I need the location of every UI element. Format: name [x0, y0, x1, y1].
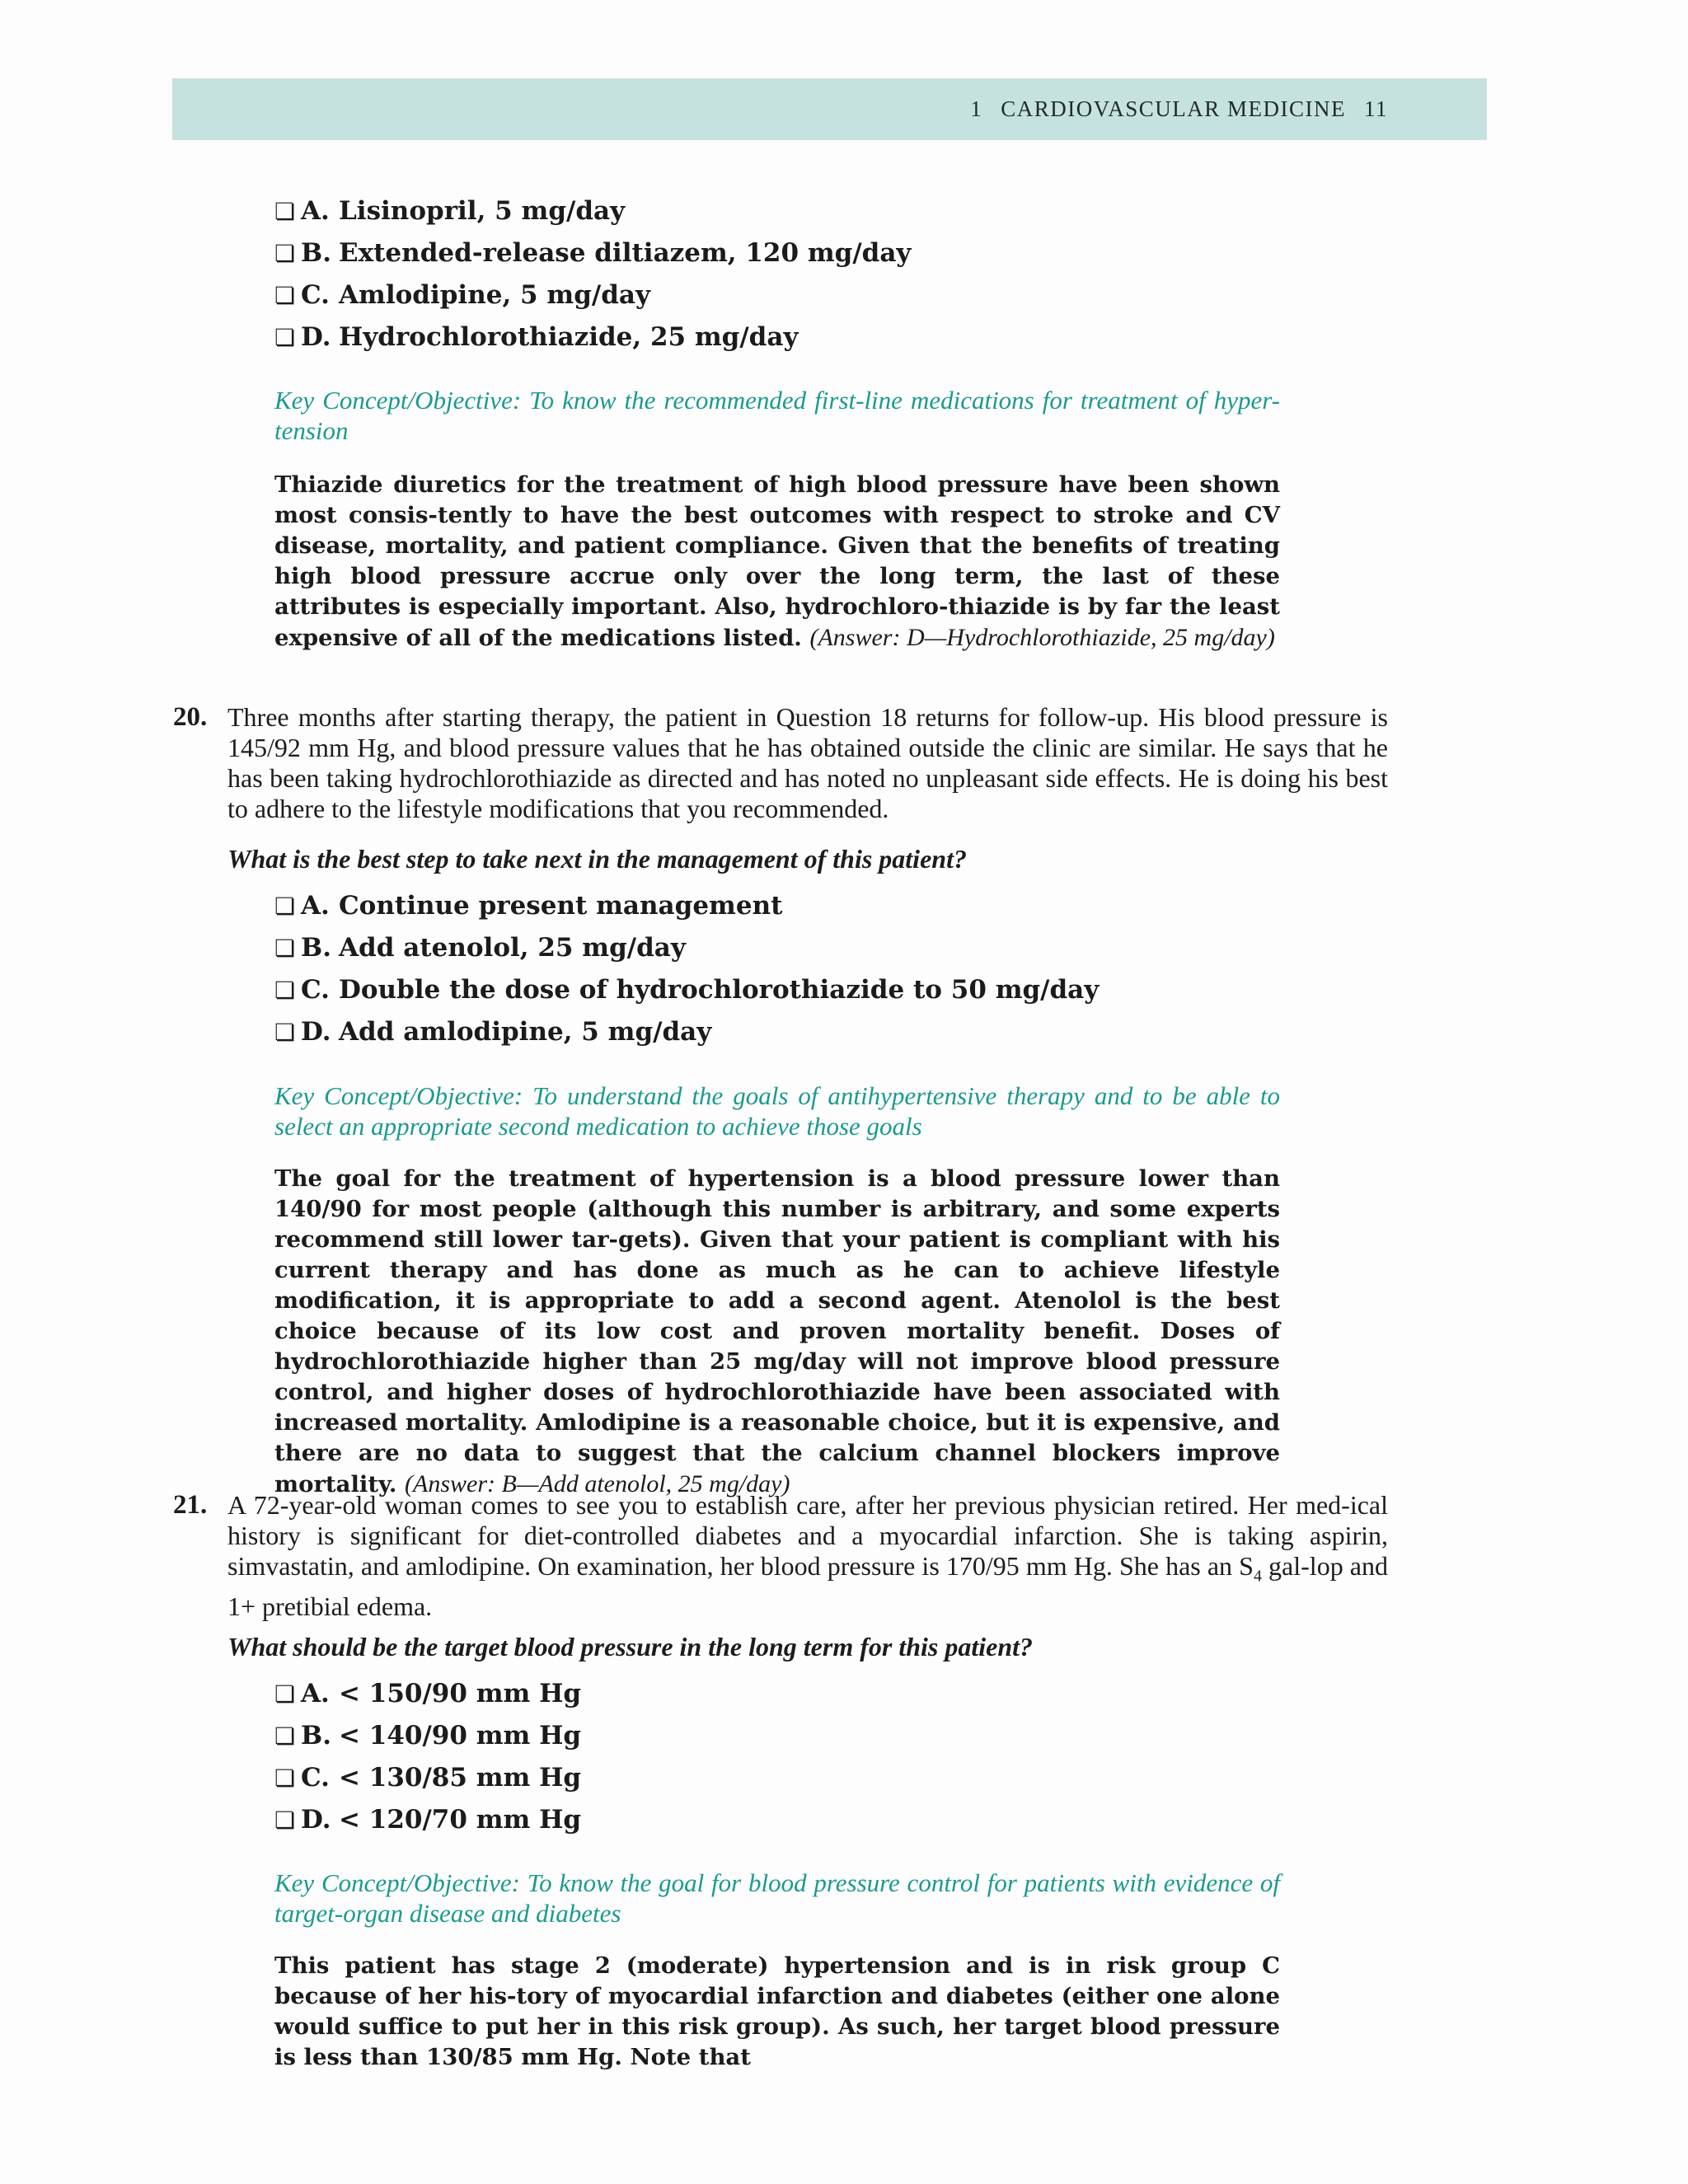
q19-option-c[interactable]: ❏ C. Amlodipine, 5 mg/day — [274, 274, 911, 316]
q21-prompt: What should be the target blood pressure in the long term for this patient? — [227, 1632, 1034, 1661]
q19-key-concept: Key Concept/Objective: To know the recommended first-line medications for treatment of hyper-tension — [274, 386, 1280, 445]
checkbox-icon[interactable]: ❏ — [274, 1722, 296, 1750]
q21-stem: A 72-year-old woman comes to see you to establish care, after her previous physician retired. Her med-ical history is significant for diet-controlled diabetes and a myocardial infarction. She is taking aspirin, simvastatin, and amlodipine. On examination, her blood pressure is 170/95 mm Hg. She has an $S_4$ gal-lop and 1+ pretibial edema. — [227, 1490, 1389, 1622]
header-text — [970, 96, 1388, 122]
page-number: 11 — [1364, 96, 1388, 121]
q19-answer: (Answer: D—Hydrochlorothiazide, 25 mg/day) — [809, 624, 1275, 651]
q19-option-b[interactable]: ❏ B. Extended-release diltiazem, 120 mg/day — [274, 232, 911, 274]
q20-option-a[interactable]: ❏ A. Continue present management — [274, 885, 1099, 927]
q20-stem: Three months after starting therapy, the patient in Question 18 returns for follow-up. His blood pressure is 145/92 mm Hg, and blood pressure values that he has obtained outside the clinic are similar. He says that he has been taking hydrochlorothiazide as directed and has noted no unpleasant side effects. He is doing his best to adhere to the lifestyle modifications that you recommended. — [227, 702, 1388, 823]
chapter-title: CARDIOVASCULAR MEDICINE — [1001, 96, 1346, 121]
q21-key-concept: Key Concept/Objective: To know the goal for blood pressure control for patients with evidence of target-organ disease and diabetes — [274, 1868, 1280, 1928]
running-header — [172, 78, 1487, 140]
checkbox-icon[interactable]: ❏ — [274, 893, 296, 920]
checkbox-icon[interactable]: ❏ — [274, 1680, 296, 1708]
q21-options — [274, 1673, 581, 1841]
q20-option-b[interactable]: ❏ B. Add atenolol, 25 mg/day — [274, 927, 1099, 969]
checkbox-icon[interactable]: ❏ — [274, 1019, 296, 1046]
q21-option-c[interactable]: ❏ C. < 130/85 mm Hg — [274, 1757, 581, 1799]
q20-key-concept: Key Concept/Objective: To understand the goals of antihypertensive therapy and to be able to select an appropriate second medication to achieve those goals — [274, 1081, 1280, 1141]
checkbox-icon[interactable]: ❏ — [274, 935, 296, 962]
q21-option-a[interactable]: ❏ A. < 150/90 mm Hg — [274, 1673, 581, 1715]
q20-options — [274, 885, 1099, 1053]
q19-option-d[interactable]: ❏ D. Hydrochlorothiazide, 25 mg/day — [274, 316, 911, 359]
checkbox-icon[interactable]: ❏ — [274, 977, 296, 1004]
checkbox-icon[interactable]: ❏ — [274, 240, 296, 267]
checkbox-icon[interactable]: ❏ — [274, 198, 296, 225]
subscript: 4 — [1253, 1567, 1262, 1586]
q21-option-d[interactable]: ❏ D. < 120/70 mm Hg — [274, 1799, 581, 1841]
q19-explanation: Thiazide diuretics for the treatment of high blood pressure have been shown most consis-tently to have the best outcomes with respect to stroke and CV disease, mortality, and patient compliance. Given that the benefits of treating high blood pressure accrue only over the long term, the last of these attributes is especially important. Also, hydrochloro-thiazide is by far the least expensive of all of the medications listed. (Answer: D—Hydrochlorothiazide, 25 mg/day) — [274, 471, 1280, 651]
q19-option-a[interactable]: ❏ A. Lisinopril, 5 mg/day — [274, 190, 911, 232]
q21-option-b[interactable]: ❏ B. < 140/90 mm Hg — [274, 1715, 581, 1757]
q20-option-d[interactable]: ❏ D. Add amlodipine, 5 mg/day — [274, 1011, 1099, 1053]
q20-prompt: What is the best step to take next in the management of this patient? — [227, 844, 967, 874]
q19-options — [274, 190, 911, 359]
q20-explanation: The goal for the treatment of hypertension is a blood pressure lower than 140/90 for most people (although this number is arbitrary, and some experts recommend still lower tar-gets). Given that your patient is compliant with his current therapy and has done as much as he can to achieve lifestyle modification, it is appropriate to add a second agent. Atenolol is the best choice because of its low cost and proven mortality benefit. Doses of hydrochlorothiazide higher than 25 mg/day will not improve blood pressure control, and higher doses of hydrochlorothiazide have been associated with increased mortality. Amlodipine is a reasonable choice, but it is expensive, and there are no data to suggest that the calcium channel blockers improve mortality. (Answer: B—Add atenolol, 25 mg/day) — [274, 1165, 1280, 1497]
q21-explanation: This patient has stage 2 (moderate) hypertension and is in risk group C because of her his-tory of myocardial infarction and diabetes (either one alone would suffice to put her in this risk group). As such, her target blood pressure is less than 130/85 mm Hg. Note that — [274, 1952, 1280, 2070]
checkbox-icon[interactable]: ❏ — [274, 282, 296, 309]
checkbox-icon[interactable]: ❏ — [274, 1807, 296, 1834]
q21-number: 21. — [173, 1490, 208, 1520]
chapter-number: 1 — [970, 96, 983, 121]
q20-answer: (Answer: B—Add atenolol, 25 mg/day) — [405, 1470, 790, 1497]
checkbox-icon[interactable]: ❏ — [274, 1765, 296, 1792]
q20-option-c[interactable]: ❏ C. Double the dose of hydrochlorothiazide to 50 mg/day — [274, 969, 1099, 1011]
q20-number: 20. — [173, 702, 208, 732]
checkbox-icon[interactable]: ❏ — [274, 324, 296, 351]
